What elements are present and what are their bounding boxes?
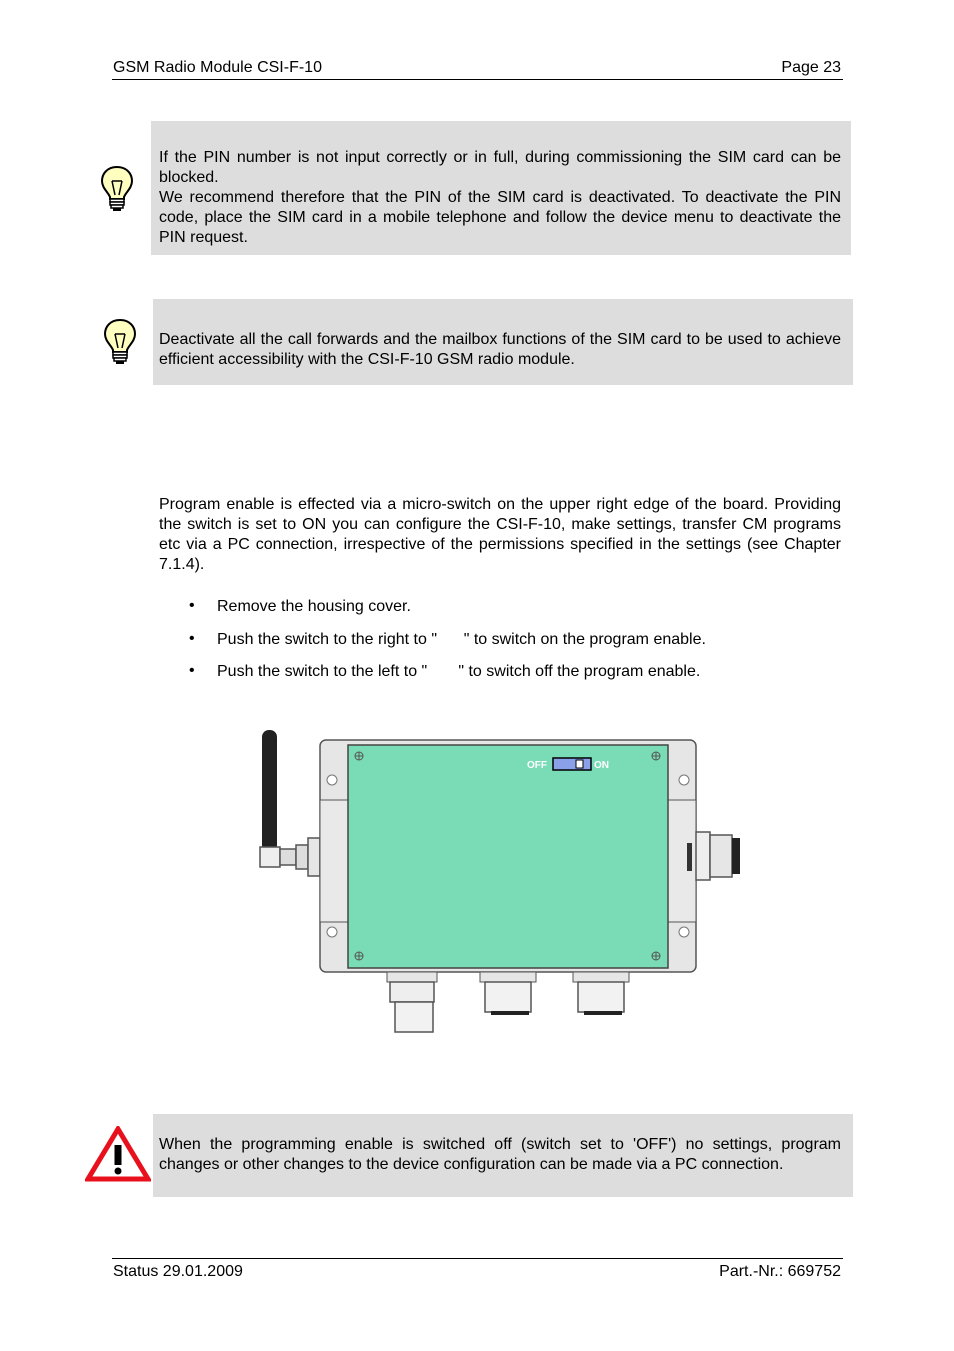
note2-text: Deactivate all the call forwards and the mailbox functions of the SIM card to be used to achieve efficient accessibility with the CSI-F-10 GSM radio module. [159,331,841,368]
switch-on-label: ON [594,760,609,771]
bullet-dot: • [189,662,195,679]
note1-text: If the PIN number is not input correctly or in full, during commissioning the SIM card can be blocked. We recommend therefore that the PIN of the SIM card is deactivated. To deactivate the PIN code, place the SIM card in a mobile telephone and follow the device menu to deactivate the PIN request. [159,149,841,246]
warning-triangle-icon [85,1126,151,1182]
lightbulb-icon [99,165,135,213]
page-number: Page 23 [781,59,841,76]
switch-off-label: OFF [527,760,547,771]
lightbulb-icon [102,318,138,366]
footer-status: Status 29.01.2009 [113,1263,243,1280]
program-enable-paragraph: Program enable is effected via a micro-switch on the upper right edge of the board. Providing the switch is set to ON you can configure the CSI-F-10, make settings, transfer CM programs etc via a PC connection, irrespective of the permissions specified in the settings (see Chapter 7.1.4). [159,496,841,573]
bullet-remove-cover: Remove the housing cover. [217,598,411,615]
device-figure [255,725,745,1037]
warning-text: When the programming enable is switched off (switch set to 'OFF') no settings, program changes or other changes to the device configuration can be made via a PC connection. [159,1136,841,1173]
bullet-dot: • [189,630,195,647]
footer-part-number: Part.-Nr.: 669752 [719,1263,841,1280]
header-title: GSM Radio Module CSI-F-10 [113,59,322,76]
bullet-switch-on: Push the switch to the right to " " to switch on the program enable. [217,631,706,648]
header-rule [112,79,843,80]
footer-rule [112,1258,843,1259]
bullet-switch-off: Push the switch to the left to " " to switch off the program enable. [217,663,701,680]
bullet-dot: • [189,597,195,614]
